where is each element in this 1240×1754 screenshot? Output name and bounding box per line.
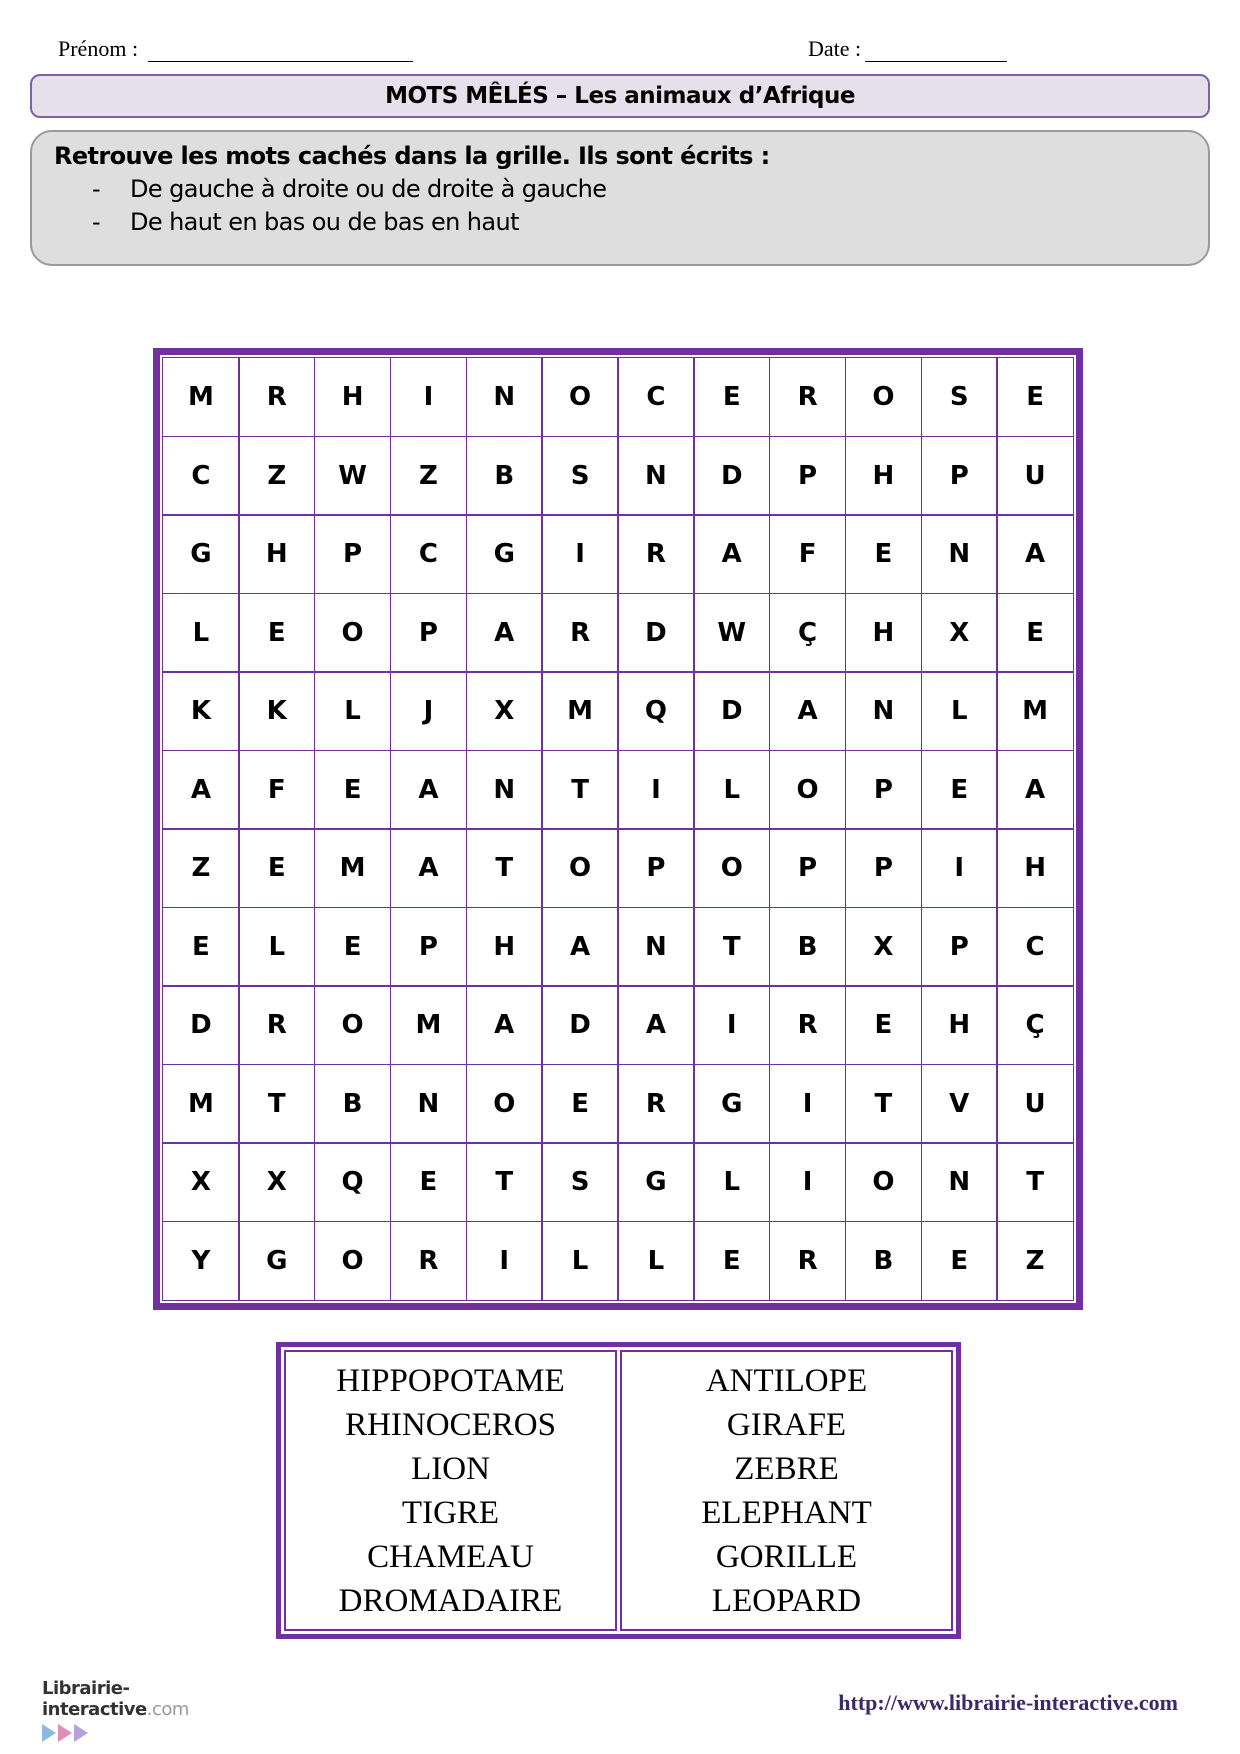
- bullet-dash: -: [92, 208, 101, 236]
- grid-cell[interactable]: A: [996, 514, 1073, 594]
- grid-cell[interactable]: R: [541, 593, 618, 673]
- date-field[interactable]: [808, 36, 1007, 62]
- grid-cell[interactable]: O: [769, 750, 846, 830]
- grid-cell[interactable]: P: [314, 514, 391, 594]
- grid-cell[interactable]: P: [845, 828, 922, 908]
- grid-cell[interactable]: Z: [996, 1221, 1073, 1301]
- grid-cell[interactable]: H: [238, 514, 315, 594]
- bullet-dash: -: [92, 175, 101, 203]
- grid-cell[interactable]: P: [769, 828, 846, 908]
- word-list-item: ZEBRE: [734, 1450, 839, 1487]
- grid-cell[interactable]: X: [845, 907, 922, 987]
- grid-cell[interactable]: E: [921, 750, 998, 830]
- grid-cell[interactable]: O: [541, 357, 618, 437]
- grid-cell[interactable]: R: [238, 985, 315, 1065]
- grid-cell[interactable]: E: [693, 357, 770, 437]
- instruction-text: De haut en bas ou de bas en haut: [130, 208, 519, 236]
- word-list-item: DROMADAIRE: [338, 1582, 563, 1619]
- grid-cell[interactable]: N: [921, 514, 998, 594]
- grid-cell[interactable]: N: [466, 750, 543, 830]
- grid-cell[interactable]: A: [466, 985, 543, 1065]
- word-list-item: LEOPARD: [711, 1582, 862, 1619]
- grid-cell[interactable]: X: [238, 1142, 315, 1222]
- word-list-item: TIGRE: [401, 1494, 500, 1531]
- logo-arrows-icon: [42, 1724, 242, 1742]
- grid-cell[interactable]: A: [466, 593, 543, 673]
- grid-cell[interactable]: T: [238, 1064, 315, 1144]
- grid-cell[interactable]: G: [617, 1142, 694, 1222]
- grid-cell[interactable]: K: [162, 671, 239, 751]
- grid-cell[interactable]: U: [996, 436, 1073, 516]
- grid-cell[interactable]: R: [617, 514, 694, 594]
- logo-text: Librairie-interactive.com: [42, 1678, 189, 1720]
- grid-cell[interactable]: M: [162, 357, 239, 437]
- grid-cell[interactable]: A: [693, 514, 770, 594]
- grid-cell[interactable]: K: [238, 671, 315, 751]
- grid-cell[interactable]: Q: [617, 671, 694, 751]
- grid-cell[interactable]: L: [921, 671, 998, 751]
- grid-cell[interactable]: H: [845, 436, 922, 516]
- grid-cell[interactable]: B: [769, 907, 846, 987]
- grid-cell[interactable]: A: [390, 750, 467, 830]
- grid-cell[interactable]: N: [617, 907, 694, 987]
- grid-cell[interactable]: I: [921, 828, 998, 908]
- word-list-item: RHINOCEROS: [345, 1406, 556, 1443]
- grid-cell[interactable]: W: [314, 436, 391, 516]
- grid-cell[interactable]: D: [162, 985, 239, 1065]
- grid-cell[interactable]: C: [996, 907, 1073, 987]
- grid-cell[interactable]: L: [238, 907, 315, 987]
- grid-cell[interactable]: W: [693, 593, 770, 673]
- date-blank[interactable]: [865, 37, 1007, 62]
- grid-cell[interactable]: V: [921, 1064, 998, 1144]
- grid-cell[interactable]: I: [617, 750, 694, 830]
- grid-cell[interactable]: H: [996, 828, 1073, 908]
- grid-cell[interactable]: T: [466, 1142, 543, 1222]
- grid-cell[interactable]: B: [314, 1064, 391, 1144]
- word-list: [276, 1342, 961, 1639]
- word-search-grid: [153, 348, 1083, 1310]
- grid-cell[interactable]: E: [693, 1221, 770, 1301]
- grid-cell[interactable]: N: [617, 436, 694, 516]
- grid-cell[interactable]: I: [390, 357, 467, 437]
- grid-cell[interactable]: T: [996, 1142, 1073, 1222]
- grid-cell[interactable]: G: [162, 514, 239, 594]
- grid-cell[interactable]: A: [390, 828, 467, 908]
- instruction-item: [92, 175, 1208, 203]
- grid-cell[interactable]: J: [390, 671, 467, 751]
- grid-cell[interactable]: Ç: [996, 985, 1073, 1065]
- grid-cell[interactable]: G: [466, 514, 543, 594]
- grid-cell[interactable]: G: [238, 1221, 315, 1301]
- grid-cell[interactable]: L: [617, 1221, 694, 1301]
- footer-url-link[interactable]: http://www.librairie-interactive.com: [838, 1690, 1178, 1715]
- word-list-left: [284, 1350, 617, 1631]
- grid-cell[interactable]: I: [769, 1064, 846, 1144]
- grid-cell[interactable]: T: [693, 907, 770, 987]
- grid-cell[interactable]: O: [314, 593, 391, 673]
- grid-cell[interactable]: A: [769, 671, 846, 751]
- grid-cell[interactable]: D: [617, 593, 694, 673]
- grid-cell[interactable]: U: [996, 1064, 1073, 1144]
- grid-cell[interactable]: O: [466, 1064, 543, 1144]
- grid-cell[interactable]: P: [845, 750, 922, 830]
- grid-cell[interactable]: A: [996, 750, 1073, 830]
- grid-cell[interactable]: S: [541, 1142, 618, 1222]
- grid-cell[interactable]: F: [769, 514, 846, 594]
- grid-cell[interactable]: A: [541, 907, 618, 987]
- word-list-item: CHAMEAU: [367, 1538, 534, 1575]
- grid-cell[interactable]: R: [238, 357, 315, 437]
- word-list-item: ANTILOPE: [705, 1362, 868, 1399]
- grid-cell[interactable]: L: [162, 593, 239, 673]
- word-list-item: ELEPHANT: [701, 1494, 872, 1531]
- grid-cell[interactable]: O: [314, 1221, 391, 1301]
- page-title: MOTS MÊLÉS – Les animaux d’Afrique: [30, 74, 1210, 118]
- grid-cell[interactable]: X: [466, 671, 543, 751]
- grid-cell[interactable]: M: [996, 671, 1073, 751]
- grid-cell[interactable]: M: [314, 828, 391, 908]
- grid-cell[interactable]: N: [466, 357, 543, 437]
- grid-cell[interactable]: P: [617, 828, 694, 908]
- grid-cell[interactable]: D: [541, 985, 618, 1065]
- grid-cell[interactable]: E: [921, 1221, 998, 1301]
- grid-cell[interactable]: A: [162, 750, 239, 830]
- word-list-right: [620, 1350, 953, 1631]
- grid-cell[interactable]: B: [845, 1221, 922, 1301]
- grid-cell[interactable]: T: [845, 1064, 922, 1144]
- grid-cell[interactable]: C: [617, 357, 694, 437]
- grid-cell[interactable]: R: [617, 1064, 694, 1144]
- grid-cell[interactable]: R: [769, 1221, 846, 1301]
- name-label: Prénom :: [58, 36, 144, 61]
- grid-cell[interactable]: P: [921, 436, 998, 516]
- grid-cell[interactable]: T: [541, 750, 618, 830]
- grid-cell[interactable]: F: [238, 750, 315, 830]
- grid-cell[interactable]: Z: [390, 436, 467, 516]
- grid-cell[interactable]: E: [162, 907, 239, 987]
- grid-cell[interactable]: O: [845, 357, 922, 437]
- grid-cell[interactable]: L: [693, 1142, 770, 1222]
- grid-cell[interactable]: I: [693, 985, 770, 1065]
- word-list-item: GIRAFE: [726, 1406, 847, 1443]
- word-list-item: GORILLE: [715, 1538, 858, 1575]
- grid-cell[interactable]: C: [162, 436, 239, 516]
- grid-cell[interactable]: O: [693, 828, 770, 908]
- grid-cell[interactable]: L: [541, 1221, 618, 1301]
- grid-cell[interactable]: E: [238, 828, 315, 908]
- instructions-box: [30, 130, 1210, 266]
- grid-cell[interactable]: O: [541, 828, 618, 908]
- grid-cell[interactable]: P: [921, 907, 998, 987]
- grid-cell[interactable]: M: [162, 1064, 239, 1144]
- grid-cell[interactable]: E: [845, 514, 922, 594]
- grid-cell[interactable]: Z: [238, 436, 315, 516]
- grid-cell[interactable]: M: [541, 671, 618, 751]
- header: [58, 36, 1182, 66]
- date-label: Date :: [808, 36, 862, 61]
- grid-cell[interactable]: Ç: [769, 593, 846, 673]
- grid-cell[interactable]: A: [617, 985, 694, 1065]
- grid-cell[interactable]: E: [390, 1142, 467, 1222]
- grid-cell[interactable]: E: [238, 593, 315, 673]
- grid-cell[interactable]: T: [466, 828, 543, 908]
- grid-cell[interactable]: L: [693, 750, 770, 830]
- grid-cell[interactable]: X: [921, 593, 998, 673]
- grid-cell[interactable]: I: [769, 1142, 846, 1222]
- grid-cell[interactable]: Y: [162, 1221, 239, 1301]
- grid-cell[interactable]: Z: [162, 828, 239, 908]
- grid-cell[interactable]: I: [541, 514, 618, 594]
- grid-cell[interactable]: C: [390, 514, 467, 594]
- grid-cell[interactable]: E: [314, 750, 391, 830]
- grid-cell[interactable]: X: [162, 1142, 239, 1222]
- grid-cell[interactable]: R: [390, 1221, 467, 1301]
- instruction-text: De gauche à droite ou de droite à gauche: [130, 175, 607, 203]
- instruction-item: [92, 208, 1208, 236]
- grid-cell[interactable]: H: [921, 985, 998, 1065]
- name-field[interactable]: [58, 36, 413, 62]
- grid-cell[interactable]: E: [996, 593, 1073, 673]
- site-logo: [42, 1678, 242, 1733]
- grid-cell[interactable]: R: [769, 357, 846, 437]
- grid-cell[interactable]: L: [314, 671, 391, 751]
- grid-cell[interactable]: O: [314, 985, 391, 1065]
- grid-cell[interactable]: H: [466, 907, 543, 987]
- grid-cell[interactable]: R: [769, 985, 846, 1065]
- grid-cell[interactable]: S: [921, 357, 998, 437]
- grid-cell[interactable]: P: [390, 907, 467, 987]
- grid-cell[interactable]: H: [845, 593, 922, 673]
- grid-cell[interactable]: B: [466, 436, 543, 516]
- grid-cell[interactable]: N: [921, 1142, 998, 1222]
- grid-cell[interactable]: D: [693, 436, 770, 516]
- grid-cell[interactable]: E: [845, 985, 922, 1065]
- grid-cell[interactable]: M: [390, 985, 467, 1065]
- grid-cell[interactable]: N: [845, 671, 922, 751]
- grid-cell[interactable]: Q: [314, 1142, 391, 1222]
- grid-cell[interactable]: E: [541, 1064, 618, 1144]
- grid-cell[interactable]: H: [314, 357, 391, 437]
- grid-cell[interactable]: E: [314, 907, 391, 987]
- instructions-heading: Retrouve les mots cachés dans la grille. Ils sont écrits :: [54, 142, 770, 170]
- grid-cell[interactable]: N: [390, 1064, 467, 1144]
- word-list-item: HIPPOPOTAME: [336, 1362, 565, 1399]
- grid-cell[interactable]: G: [693, 1064, 770, 1144]
- grid-cell[interactable]: O: [845, 1142, 922, 1222]
- grid-cell[interactable]: P: [769, 436, 846, 516]
- grid-cell[interactable]: P: [390, 593, 467, 673]
- grid-cell[interactable]: E: [996, 357, 1073, 437]
- word-list-item: LION: [411, 1450, 490, 1487]
- name-blank[interactable]: [148, 37, 413, 62]
- grid-cell[interactable]: D: [693, 671, 770, 751]
- grid-cell[interactable]: S: [541, 436, 618, 516]
- grid-cell[interactable]: I: [466, 1221, 543, 1301]
